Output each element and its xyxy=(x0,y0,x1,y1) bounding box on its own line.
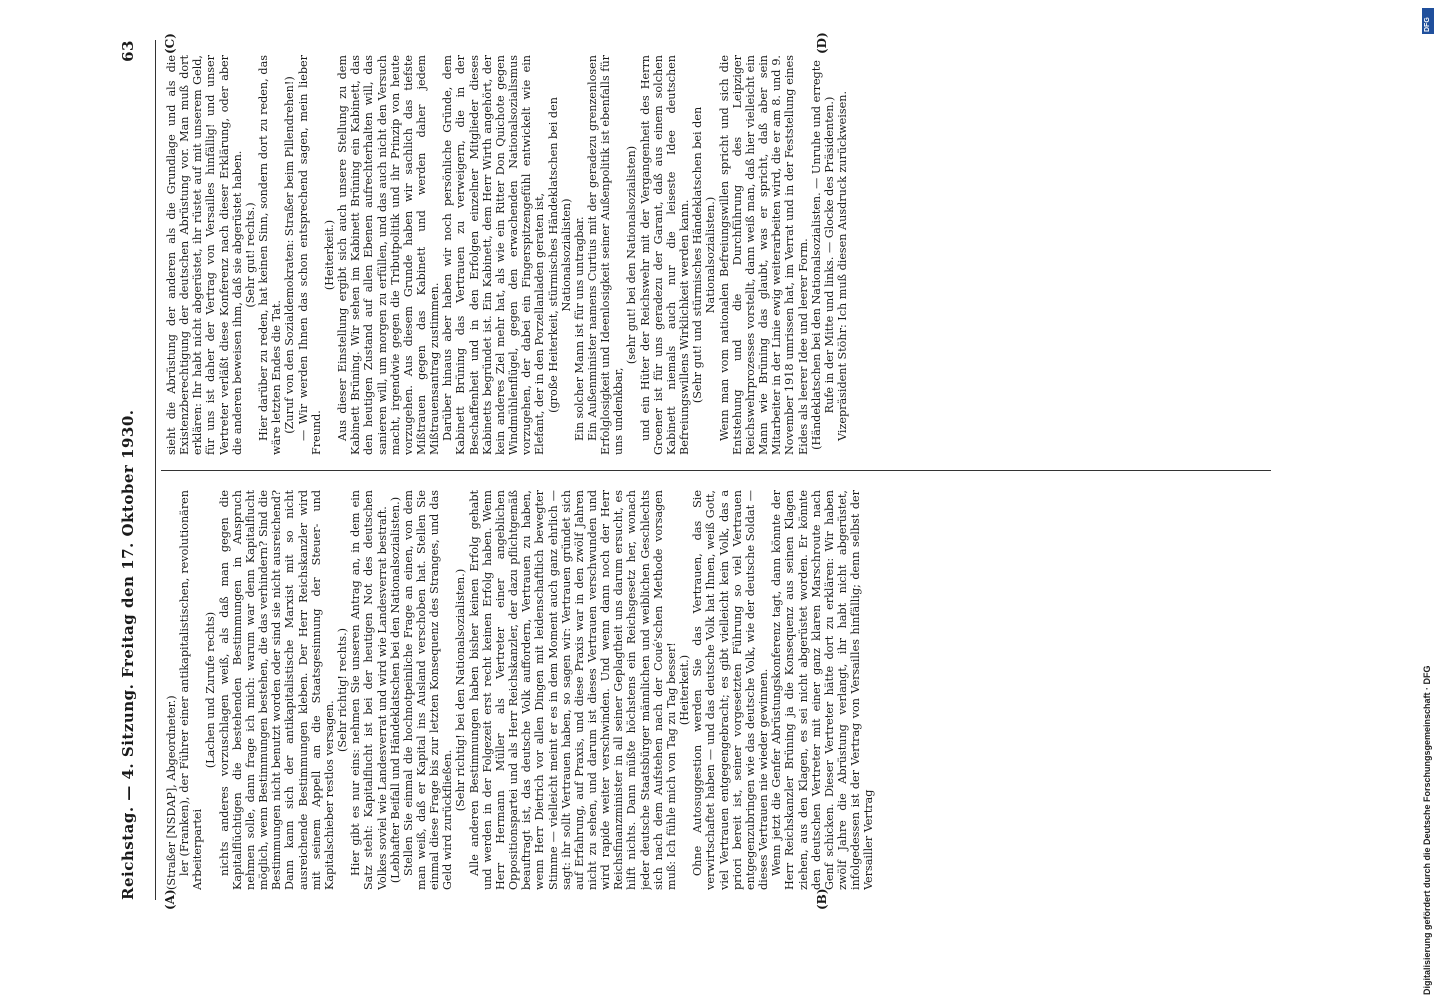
paragraph: Hier darüber zu reden, hat keinen Sinn, sondern dort zu reden, das wäre letzten Endes die Tat. xyxy=(257,55,284,455)
margin-marker-a: (A) xyxy=(163,889,177,910)
paragraph: und ein Hüter der Reichswehr mit der Vergangenheit des Herrn Groener ist für uns geradezu der Garant, daß aus einem solchen Kabinett niemals auch nur die leiseste Idee deutschen Befreiungswillens Wirklichkeit werden kann. xyxy=(638,55,692,455)
left-text-column xyxy=(165,490,1295,890)
paragraph: (Händeklatschen bei den Nationalsozialisten. — Unruhe und erregte Rufe in der Mitte und links. — Glocke des Präsidenten.) xyxy=(809,60,836,450)
paragraph: Ohne Autosuggestion werden Sie das Vertrauen, das Sie verwirtschaftet haben — und das deutsche Volk hat Ihnen, weiß Gott, viel Vertrauen entgegengebracht; es gibt vielleicht kein Volk, das a priori bereit ist, seiner vorgesetzten Führung so viel Vertrauen entgegenzubringen wie das deutsche Volk, wie der deutsche Soldat — dieses Vertrauen nie wieder gewinnen. xyxy=(691,490,771,890)
header-rule xyxy=(155,40,156,900)
paragraph: Darüber hinaus aber haben wir noch persönliche Gründe, dem Kabinett Brüning das Vertrauen zu verweigern, die in der Beschaffenheit und in den Erfolgen einzelner Mitglieder dieses Kabinetts begründet ist. Ein Kabinett, dem Herr Wirth angehört, der kein anderes Ziel mehr hat, als wie ein Ritter Don Quichote gegen Windmühlenflügel, gegen den erwachenden Nationalsozialismus vorzugehen, der dabei ein Fingerspitzengefühl entwickelt wie ein Elefant, der in den Porzellanladen geraten ist, xyxy=(441,55,547,455)
paragraph: (Zuruf von den Sozialdemokraten: Straßer beim Pillendrehen!) xyxy=(283,76,297,434)
digitization-credit: Digitalisierung gefördert durch die Deutsche Forschungsgemeinschaft · DFG xyxy=(1422,665,1432,995)
column-divider xyxy=(161,470,1271,471)
running-header xyxy=(115,40,143,900)
dfg-logo: DFG xyxy=(1422,8,1434,34)
paragraph: Wenn man vom nationalen Befreiungswillen spricht und sich die Entstehung und die Durchführung des Leipziger Reichswehrprozesses vorstellt, dann weiß man, daß hier vielleicht ein Mann wie Brüning das glaubt, was er spricht, daß aber sein Mitarbeiter in der Linie ewig weiterarbeiten wird, die er am 8. und 9. November 1918 umrissen hat, im Verrat und in der Feststellung eines Eides als leerer Idee und leerer Form. xyxy=(717,55,810,455)
paragraph: Aus dieser Einstellung ergibt sich auch unsere Stellung zu dem Kabinett Brüning. Wir sehen im Kabinett Brüning ein Kabinett, das den heutigen Zustand auf allen Ebenen aufrechterhalten will, das sanieren will, um morgen zu erfüllen, und das auch nicht den Versuch macht, irgendwie gegen die Tributpolitik und ihr Prinzip von heute vorzugehen. Aus diesem Grunde haben wir sachlich das tiefste Mißtrauen gegen das Kabinett und werden daher jedem Mißtrauensantrag zustimmen. xyxy=(336,55,442,455)
paragraph: Wenn jetzt die Genfer Abrüstungskonferenz tagt, dann könnte der Herr Reichskanzler Brüning ja die Konsequenz aus seinen Klagen ziehen, aus den Klagen, es sei nicht abgerüstet worden. Er könnte den deutschen Vertreter mit einer ganz klaren Marschroute nach Genf schicken. Dieser Vertreter hätte dort zu erklären: Wir haben zwölf Jahre die Abrüstung verlangt, ihr habt nicht abgerüstet, infolgedessen ist der Vertrag von Versailles hinfällig; denn selbst der Versailler Vertrag xyxy=(770,490,876,890)
paragraph: nichts anderes vorzuschlagen weiß, als daß man gegen die Kapitalflüchtigen die bestehenden Bestimmungen in Anspruch nehmen solle, dann frage ich mich: warum war denn Kapitalflucht möglich, wenn Bestimmungen bestehen, die das verhindern? Sind die Bestimmungen nicht benutzt worden oder sind sie nicht ausreichend? Dann kann sich der antikapitalistische Marxist mit so nicht ausreichende Bestimmungen kleben. Der Herr Reichskanzler wird mit seinem Appell an die Staatsgesinnung der Steuer- und Kapitalschieber restlos versagen. xyxy=(217,490,336,890)
paragraph: (Heiterkeit.) xyxy=(322,219,336,291)
margin-marker-c: (C) xyxy=(163,33,177,54)
paragraph: (Sehr gut! und stürmisches Händeklatschen bei den Nationalsozialisten.) xyxy=(691,106,718,404)
header-title: Reichstag. — 4. Sitzung. Freitag den 17. Oktober 1930. xyxy=(119,409,137,900)
paragraph: (Lachen und Zurufe rechts) xyxy=(204,611,218,769)
paragraph: — Wir werden Ihnen das schon entsprechend sagen, mein lieber Freund. xyxy=(296,55,323,455)
paragraph: (Straßer [NSDAP], Abgeordneter.) xyxy=(165,695,178,890)
paragraph: Ein Außenminister namens Curtius mit der geradezu grenzenlosen Erfolglosigkeit und Ideenlosigkeit seiner Außenpolitik ist ebenfalls für uns undenkbar, xyxy=(586,55,626,455)
rotated-document-page xyxy=(115,30,1415,910)
page-number: 63 xyxy=(119,40,137,62)
paragraph: sieht die Abrüstung der anderen als die Grundlage und als die Existenzberechtigung der deutschen Abrüstung vor. Man muß dort erklären: Ihr habt nicht abgerüstet, ihr rüstet auf mit unserem Geld, für uns ist daher der Vertrag von Versailles hinfällig! und unser Vertreter verläßt diese Konferenz nach dieser Erklärung, oder aber die anderen beweisen ihm, daß sie abgerüstet haben. xyxy=(165,55,244,455)
paragraph: (Sehr richtig! bei den Nationalsozialisten.) xyxy=(454,568,468,812)
paragraph: (große Heiterkeit, stürmisches Händeklatschen bei den Nationalsozialisten) xyxy=(546,97,573,413)
margin-marker-d: (D) xyxy=(815,32,829,54)
paragraph: Stellen Sie einmal die hochnotpeinliche Frage an einen, von dem man weiß, daß er Kapital ins Ausland verschoben hat. Stellen Sie einmal diese Frage bis zur letzten Konsequenz des Stranges, und das Geld wird zurückfließen. xyxy=(401,490,455,890)
paragraph: (sehr gut! bei den Nationalsozialisten) xyxy=(625,145,639,365)
paragraph: Alle anderen Bestimmungen haben bisher keinen Erfolg gehabt und werden in der Folgezeit erst recht keinen Erfolg haben. Wenn Herr Hermann Müller als Vertreter einer angeblichen Oppositionspartei und als Herr Reichskanzler, der dazu pflichtgemäß beauftragt ist, das deutsche Volk auffordern, Vertrauen zu haben, wenn Herr Dietrich vor allen Dingen mit leidenschaftlich bewegter Stimme — vielleicht meint er es in dem Moment auch ganz ehrlich — sagt: ihr sollt Vertrauen haben, so sagen wir: Vertrauen gründet sich auf Erfahrung, auf Praxis, und diese Praxis war in den zwölf Jahren nicht zu sehen, und darum ist dieses Vertrauen verschwunden und wird rapide weiter verschwinden. Und wenn dann noch der Herr Reichsfinanzminister in all seiner Geplagtheit uns darum ersucht, es hilft nichts. Dann müßte höchstens ein Reichsgesetz her, wonach jeder deutsche Staatsbürger männlichen und weiblichen Geschlechts sich nach dem Aufstehen nach der Coué'schen Methode vorsagen muß: Ich fühle mich von Tag zu Tag besser! xyxy=(467,490,678,890)
paragraph: (Sehr richtig! rechts.) xyxy=(336,627,350,753)
paragraph: ler (Franken), der Führer einer antikapitalistischen, revolutionären Arbeiterpartei xyxy=(178,490,205,890)
paragraph: Hier gibt es nur eins: nehmen Sie unseren Antrag an, in dem ein Satz steht: Kapitalflucht ist bei der heutigen Not des deutschen Volkes soviel wie Landesverrat und wird wie Landesverrat bestraft. xyxy=(349,490,389,890)
paragraph: Ein solcher Mann ist für uns untragbar. xyxy=(572,216,586,441)
paragraph: Vizepräsident Stöhr: Ich muß diesen Ausdruck zurückweisen. xyxy=(835,91,849,441)
margin-marker-b: (B) xyxy=(815,888,829,910)
paragraph: (Lebhafter Beifall und Händeklatschen bei den Nationalsozialisten.) xyxy=(388,496,402,884)
right-text-column xyxy=(165,55,1295,455)
paragraph: (Sehr gut! rechts.) xyxy=(243,202,257,308)
paragraph: (Heiterkeit.) xyxy=(678,654,692,726)
